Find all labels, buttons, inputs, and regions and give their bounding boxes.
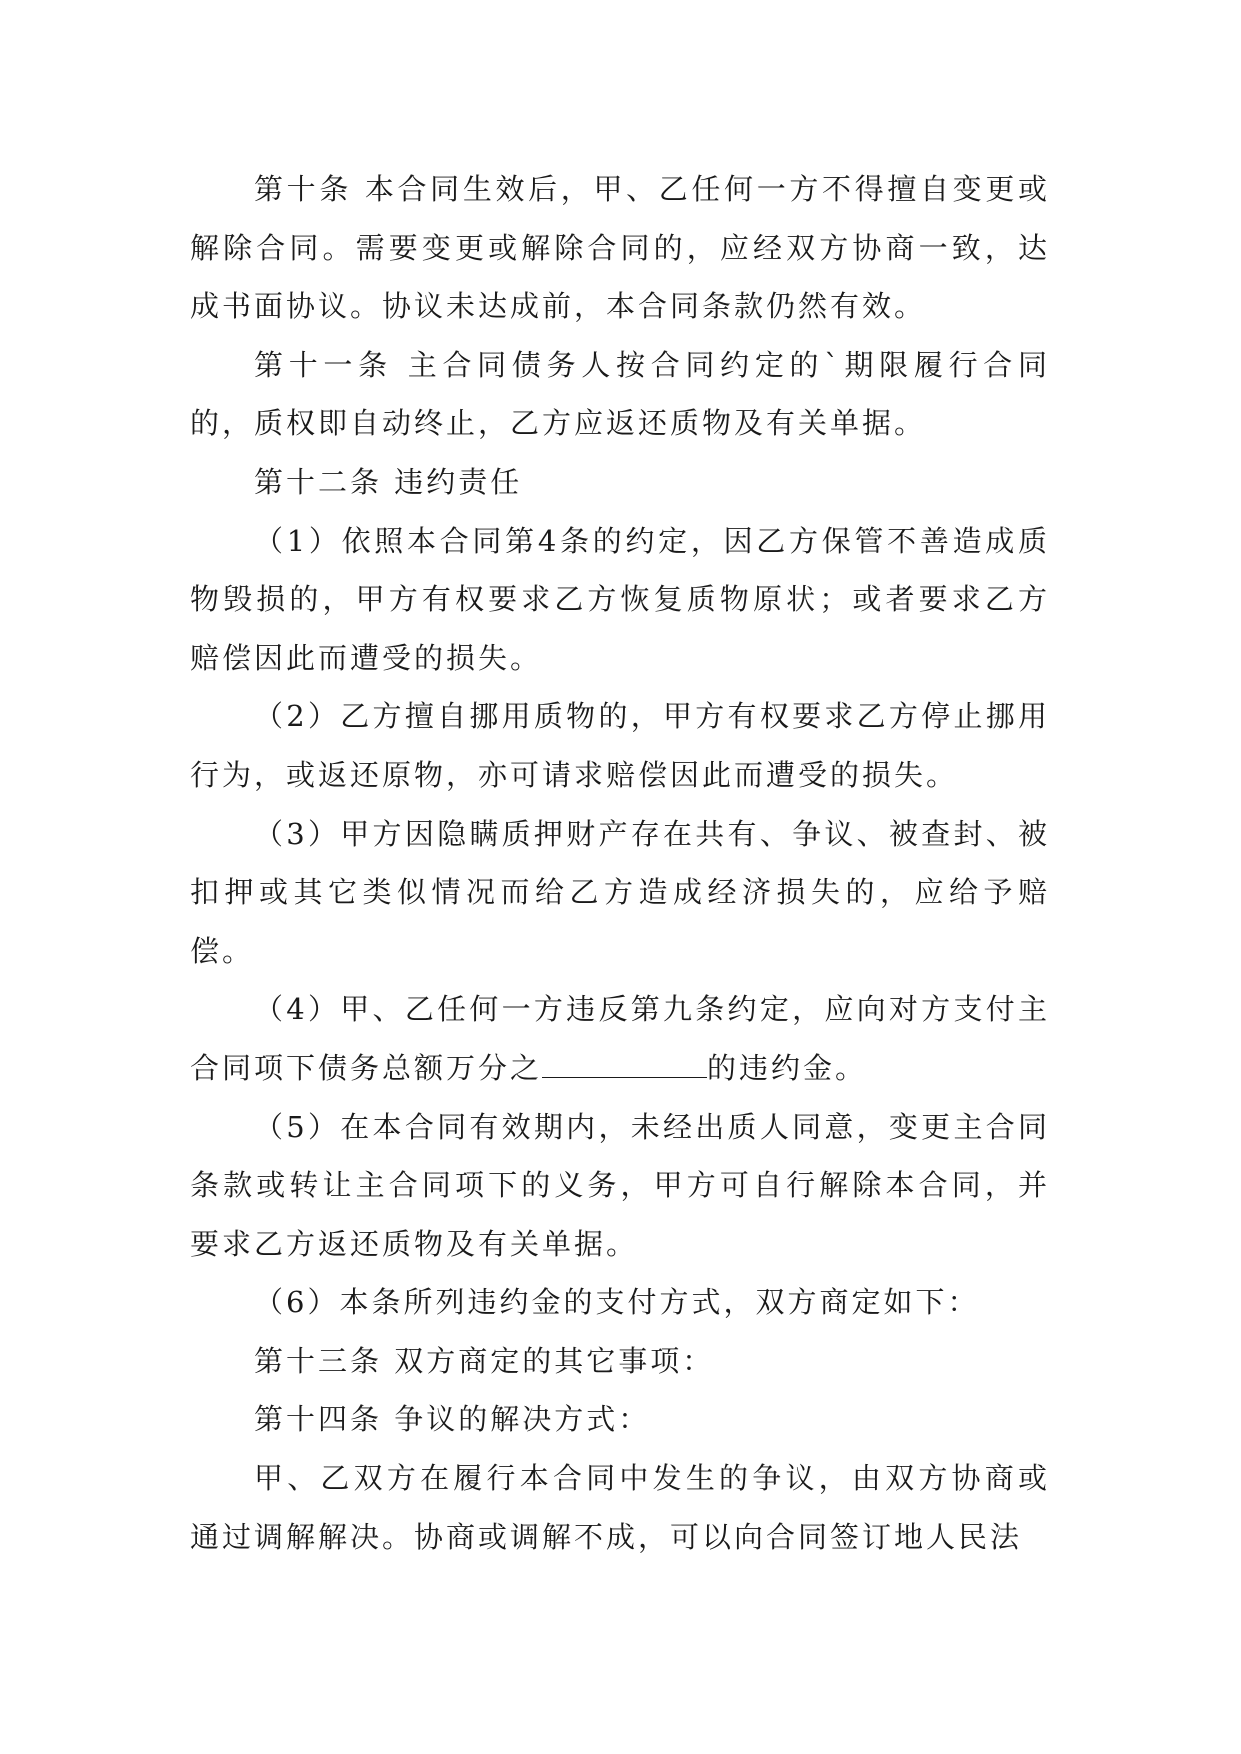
clause-12-heading: 第十二条 违约责任	[254, 464, 523, 499]
clause-10: 第十条 本合同生效后，甲、乙任何一方不得擅自变更或解除合同。需要变更或解除合同的，应经双方协商一致，达成书面协议。协议未达成前，本合同条款仍然有效。	[190, 172, 1050, 324]
clause-14-heading: 第十四条 争议的解决方式：	[254, 1402, 651, 1437]
clause-12-item-6: （6）本条所列违约金的支付方式，双方商定如下：	[254, 1285, 980, 1320]
clause-12-item-4	[190, 980, 1050, 1097]
clause-14-body: 甲、乙双方在履行本合同中发生的争议，由双方协商或通过调解解决。协商或调解不成，可以向合同签订地人民法	[190, 1461, 1050, 1554]
clause-12-item-4-text: （4）甲、乙任何一方违反第九条约定，应向对方支付主合同项下债务总额万分之	[190, 992, 1050, 1085]
clause-12-item-5: （5）在本合同有效期内，未经出质人同意，变更主合同条款或转让主合同项下的义务，甲方可自行解除本合同，并要求乙方返还质物及有关单据。	[190, 1109, 1050, 1261]
clause-12-item-1: （1）依照本合同第4条的约定，因乙方保管不善造成质物毁损的，甲方有权要求乙方恢复质物原状；或者要求乙方赔偿因此而遭受的损失。	[190, 523, 1050, 675]
clause-12-item-2: （2）乙方擅自挪用质物的，甲方有权要求乙方停止挪用行为，或返还原物，亦可请求赔偿因此而遭受的损失。	[190, 699, 1050, 792]
clause-11: 第十一条 主合同债务人按合同约定的`期限履行合同的，质权即自动终止，乙方应返还质物及有关单据。	[190, 347, 1050, 441]
clause-12-item-4-tail: 的违约金。	[707, 1050, 868, 1085]
fill-in-blank	[542, 1055, 707, 1078]
clause-12-item-3: （3）甲方因隐瞒质押财产存在共有、争议、被查封、被扣押或其它类似情况而给乙方造成经济损失的，应给予赔偿。	[190, 816, 1050, 968]
document-body	[190, 160, 1050, 1566]
clause-13: 第十三条 双方商定的其它事项：	[254, 1343, 715, 1378]
